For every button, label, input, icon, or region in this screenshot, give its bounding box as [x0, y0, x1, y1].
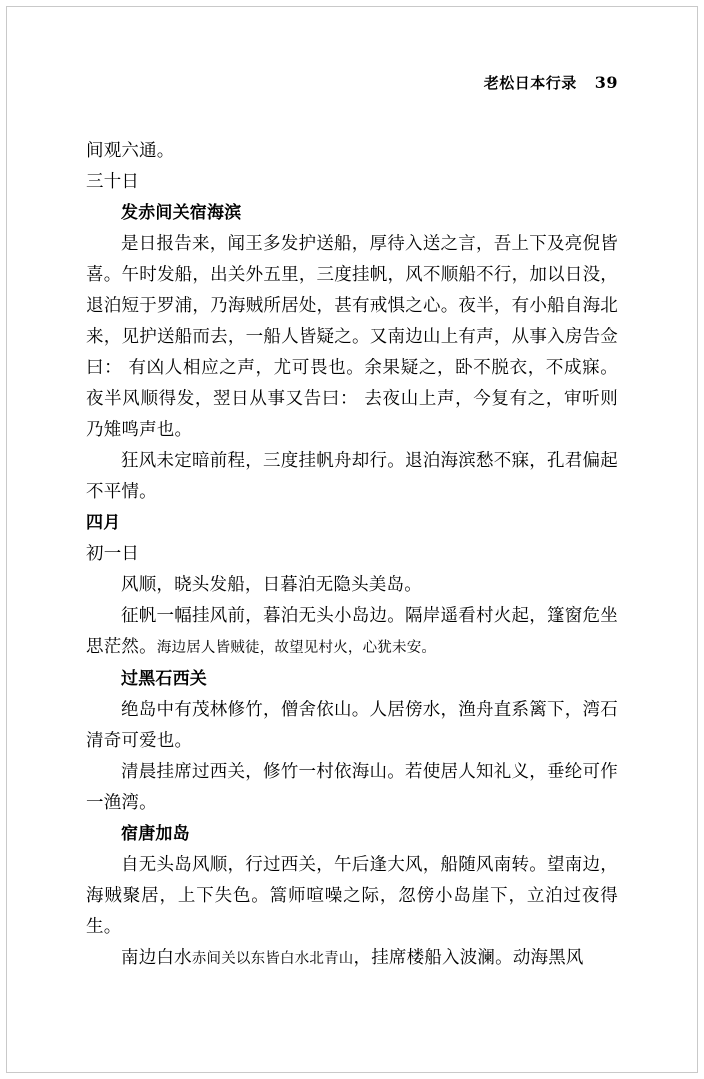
- poem-paragraph: 清晨挂席过西关，修竹一村依海山。若使居人知礼义，垂纶可作一渔湾。: [86, 762, 618, 813]
- date-heading: 三十日: [86, 172, 140, 192]
- date-heading: 初一日: [86, 544, 140, 564]
- paragraph-body: 绝岛中有茂林修竹，僧舍依山。人居傍水，渔舟直系篱下，湾石清奇可爱也。: [86, 700, 618, 751]
- page-header: [0, 72, 704, 93]
- page-number: 39: [594, 73, 618, 92]
- poem-text-continued: ，挂席楼船入波澜。动海黑风: [353, 948, 584, 968]
- poem-paragraph: 狂风未定暗前程，三度挂帆舟却行。退泊海滨愁不寐，孔君偏起不平情。: [86, 451, 618, 502]
- poem-text: 征帆一幅挂风前，暮泊无头小岛边。隔岸遥看村火起，篷窗危坐思茫然。: [86, 606, 618, 657]
- month-heading: 四月: [86, 513, 121, 533]
- entry-heading: 宿唐加岛: [121, 824, 190, 844]
- paragraph-body: 自无头岛风顺，行过西关，午后逢大风，船随风南转。望南边，海贼聚居，上下失色。篙师喧噪之际，忽傍小岛崖下，立泊过夜得生。: [86, 855, 618, 937]
- inline-note: 赤间关以东皆白水北青山: [191, 951, 354, 967]
- page-content: [86, 136, 618, 975]
- poem-text: 南边白水: [121, 948, 192, 968]
- paragraph-body: 风顺，晓头发船，日暮泊无隐头美岛。: [121, 575, 422, 595]
- poem-with-note: [86, 943, 618, 975]
- poem-with-note: [86, 601, 618, 664]
- entry-heading: 发赤间关宿海滨: [121, 203, 242, 223]
- entry-heading: 过黑石西关: [121, 669, 207, 689]
- paragraph-body: 是日报告来，闻王多发护送船，厚待入送之言，吾上下及亮倪皆喜。午时发船，出关外五里，三度挂帆，风不顺船不行，加以日没，退泊短于罗浦，乃海贼所居处，甚有戒惧之心。夜半，有小船自海北来，见护送船而去，一船人皆疑之。又南边山上有声，从事入房告佥曰： 有凶人相应之声，尤可畏也。余果疑之，卧不脱衣，不成寐。夜半风顺得发，翌日从事又告曰： 去夜山上声，今复有之，审听则乃雉鸣声也。: [86, 234, 618, 440]
- inline-note: 海边居人皆贼徒，故望见村火，心犹未安。: [156, 640, 437, 656]
- book-title: 老松日本行录: [483, 74, 577, 92]
- paragraph-line: 间观六通。: [86, 141, 175, 161]
